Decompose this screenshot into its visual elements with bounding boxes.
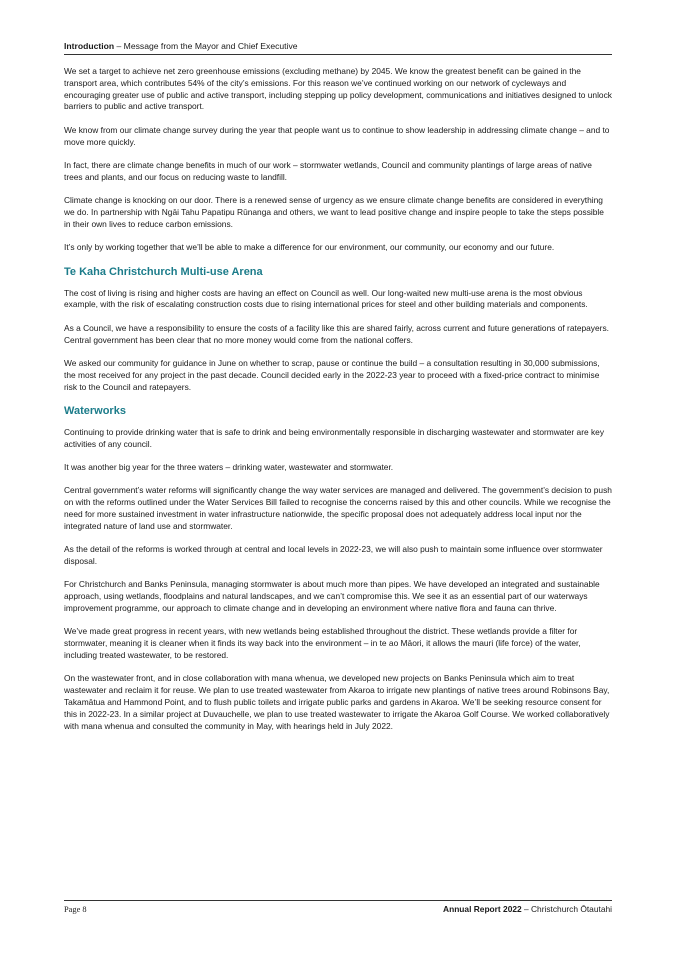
page-content xyxy=(64,66,612,744)
body-paragraph: On the wastewater front, and in close collaboration with mana whenua, we developed new projects on Banks Peninsula which aim to treat wastewater and reclaim it for reuse. We plan to use treated wastewater from Akaroa to irrigate new plantings of native trees around Robinsons Bay, Takamātua and Hammond Point, and to flush public toilets and irrigate public parks and gardens in Akaroa. We’ll be seeking resource consent for this in 2022-23. In a similar project at Duvauchelle, we plan to use treated wastewater to irrigate the Akaroa Golf Course. We worked collaboratively with mana whenua and consulted the community in May, with hearings held in July 2022. xyxy=(64,673,610,731)
body-paragraph: We know from our climate change survey during the year that people want us to continue to show leadership in addressing climate change – and to move more quickly. xyxy=(64,124,610,147)
body-paragraph: The cost of living is rising and higher costs are having an effect on Council as well. Our long-waited new multi-use arena is the most obvious example, with the risk of escalating construction costs due to rising international prices for steel and other building materials and components. xyxy=(64,287,588,310)
page-header xyxy=(64,41,612,55)
body-paragraph: We asked our community for guidance in June on whether to scrap, pause or continue the build – a consultation resulting in 30,000 submissions, the most received for any project in the past decade. Council decided early in the 2022-23 year to proceed with a fixed-price contract to minimise risk to the Council and ratepayers. xyxy=(64,357,600,392)
body-paragraph: We’ve made great progress in recent years, with new wetlands being established throughout the district. These wetlands provide a filter for stormwater, meaning it is cleaner when it finds its way back into the environment – in te ao Māori, it allows the mauri (life force) of the water, including treated wastewater, to be restored. xyxy=(64,626,581,661)
body-paragraph: For Christchurch and Banks Peninsula, managing stormwater is about much more than pipes. We have developed an integrated and sustainable approach, using wetlands, floodplains and natural landscapes, and we can’t compromise this. We see it as an essential part of our waterways improvement programme, our approach to climate change and in developing an environment where native flora and fauna can thrive. xyxy=(64,579,600,614)
header-section: Introduction xyxy=(64,41,115,51)
body-paragraph: As a Council, we have a responsibility to ensure the costs of a facility like this are shared fairly, across current and future generations of ratepayers. Central government has been clear that no more money would come from the national coffers. xyxy=(64,322,609,345)
page-footer xyxy=(64,900,612,914)
body-paragraph: We set a target to achieve net zero greenhouse emissions (excluding methane) by 2045. We know the greatest benefit can be gained in the transport area, which contributes 54% of the city’s emissions. For this reason we’ve continued working on our network of cycleways and encouraging greater use of public and active transport, including stepping up policy development, communications and initiatives designed to unlock barriers to public and active transport. xyxy=(64,66,612,112)
footer-place: – Christchurch Ōtautahi xyxy=(521,904,612,914)
footer-report-name: Annual Report 2022 xyxy=(443,904,522,914)
section-heading-arena: Te Kaha Christchurch Multi-use Arena xyxy=(64,265,263,278)
body-paragraph: It was another big year for the three waters – drinking water, wastewater and stormwater. xyxy=(64,462,394,473)
section-heading-waterworks: Waterworks xyxy=(64,404,126,417)
body-paragraph: Central government’s water reforms will significantly change the way water services are managed and delivered. The government’s decision to push on with the reforms outlined under the Water Services Bill failed to recognise the concerns raised by this and other councils. While we recognise the need for more sustained investment in water infrastructure nationwide, the specific proposal does not adequately address local input nor the integrated nature of land use and stormwater. xyxy=(64,485,612,531)
page-number: Page 8 xyxy=(64,905,87,914)
body-paragraph: Climate change is knocking on our door. There is a renewed sense of urgency as we ensure climate change benefits are considered in everything we do. In partnership with Ngāi Tahu Papatipu Rūnanga and others, we want to lead positive change and inspire people to take the steps possible in their own lives to reduce carbon emissions. xyxy=(64,195,604,229)
footer-report-title xyxy=(443,904,612,915)
header-subtitle: – Message from the Mayor and Chief Executive xyxy=(114,41,298,51)
body-paragraph: Continuing to provide drinking water that is safe to drink and being environmentally responsible in discharging wastewater and stormwater are key activities of any council. xyxy=(64,426,605,449)
body-paragraph: As the detail of the reforms is worked through at central and local levels in 2022-23, we will also push to maintain some influence over stormwater disposal. xyxy=(64,544,603,567)
body-paragraph: It’s only by working together that we’ll be able to make a difference for our environment, our community, our economy and our future. xyxy=(64,242,555,253)
body-paragraph: In fact, there are climate change benefits in much of our work – stormwater wetlands, Council and community plantings of large areas of native trees and plants, and our focus on reducing waste to landfill. xyxy=(64,159,592,182)
